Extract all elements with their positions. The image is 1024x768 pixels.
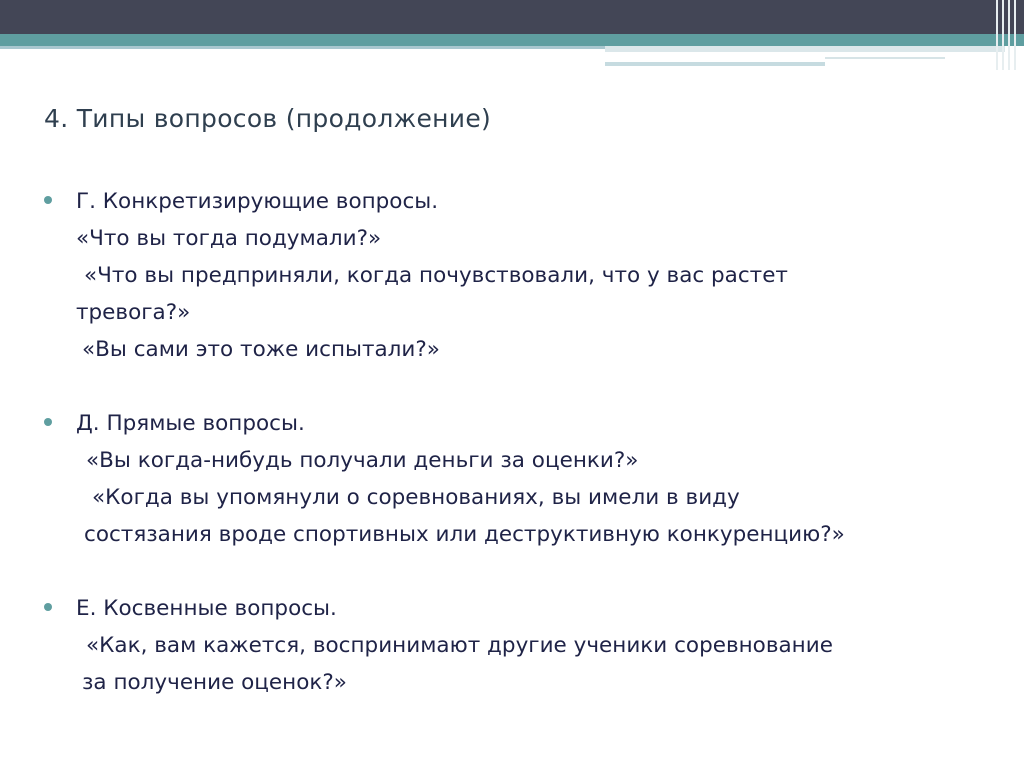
section-heading: Е. Косвенные вопросы.	[76, 596, 337, 621]
question-text: «Когда вы упомянули о соревнованиях, вы имели в виду	[92, 485, 740, 510]
top-accent-strip	[0, 34, 1024, 46]
top-decor-bar	[0, 0, 1024, 34]
question-text: «Как, вам кажется, воспринимают другие ученики соревнование	[86, 633, 833, 658]
question-text: «Вы сами это тоже испытали?»	[82, 337, 440, 362]
section-heading: Г. Конкретизирующие вопросы.	[76, 189, 439, 214]
slide-title: 4. Типы вопросов (продолжение)	[44, 104, 492, 133]
decor-line	[605, 62, 825, 66]
decor-vertical-rules	[994, 0, 1024, 70]
question-text: «Что вы тогда подумали?»	[76, 226, 382, 251]
bullet-dot-icon	[44, 196, 52, 204]
section-heading: Д. Прямые вопросы.	[76, 411, 305, 436]
bullet-item	[44, 183, 974, 220]
decor-line	[605, 46, 1005, 52]
question-text-continued: тревога?»	[76, 300, 191, 325]
bullet-item	[44, 590, 974, 627]
decor-line	[825, 57, 945, 59]
bullet-item	[44, 405, 974, 442]
question-text-continued: состязания вроде спортивных или деструктивную конкуренцию?»	[84, 522, 845, 547]
question-text: «Вы когда-нибудь получали деньги за оценки?»	[86, 448, 639, 473]
slide-content	[44, 183, 974, 701]
bullet-dot-icon	[44, 603, 52, 611]
decor-line	[0, 46, 605, 49]
question-text-continued: за получение оценок?»	[82, 670, 347, 695]
bullet-dot-icon	[44, 418, 52, 426]
question-text: «Что вы предприняли, когда почувствовали, что у вас растет	[84, 263, 788, 288]
